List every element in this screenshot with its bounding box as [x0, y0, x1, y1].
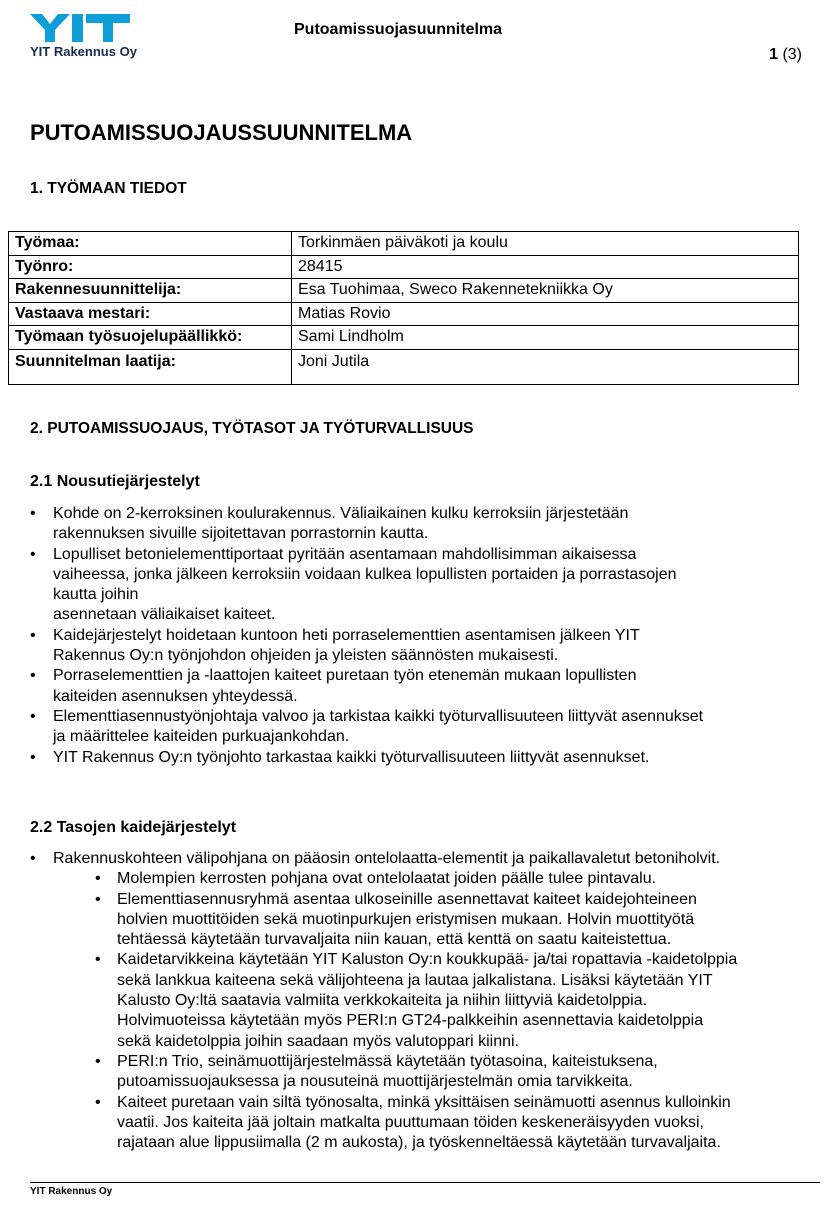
list-item-line: sekä lankkua kaiteena sekä välijohteena ja lautaa jalkalistana. Lisäksi käytetään YIT — [117, 971, 713, 989]
header-title: Putoamissuojasuunnitelma — [294, 21, 503, 38]
bullet-icon: • — [30, 505, 36, 522]
list-item-line: vaatii. Jos kaiteita jää joltain matkalta puuttumaan töiden keskeneräisyyden vuoksi, — [117, 1113, 704, 1131]
list-item-line: Kohde on 2-kerroksinen koulurakennus. Väliaikainen kulku kerroksiin järjestetään — [53, 505, 629, 522]
list-item-line: rakennuksen sivuille sijoitettavan porrastornin kautta. — [53, 525, 429, 543]
list-item-line: asennetaan väliaikaiset kaiteet. — [53, 606, 276, 624]
list-item — [53, 869, 820, 889]
list-item — [53, 1093, 820, 1154]
bullet-icon: • — [30, 748, 36, 766]
footer-company: YIT Rakennus Oy — [30, 1186, 113, 1197]
page-number — [769, 46, 802, 64]
table-row — [9, 232, 799, 256]
list-item — [53, 890, 820, 951]
bullet-icon: • — [30, 545, 36, 563]
footer-divider — [30, 1182, 820, 1183]
page-current: 1 — [769, 46, 778, 63]
section21-heading: 2.1 Nousutiejärjestelyt — [30, 473, 200, 490]
list-item — [30, 748, 810, 768]
bullet-icon: • — [95, 951, 101, 969]
list-item — [30, 666, 810, 707]
section22-sublist — [53, 869, 820, 1153]
list-item-line: Kalusto Oy:ltä saatavia valmiita verkkokaiteita ja niihin liittyviä kaidetolppia. — [117, 992, 648, 1010]
list-item-line: Molempien kerrosten pohjana ovat ontelolaatat joiden päälle tulee pintavalu. — [117, 870, 657, 888]
list-item-line: YIT Rakennus Oy:n työnjohto tarkastaa kaikki työturvallisuuteen liittyvät asennukset. — [53, 748, 650, 766]
list-item-line: Elementtiasennustyönjohtaja valvoo ja tarkistaa kaikki työturvallisuuteen liittyvät asennukset — [53, 707, 704, 725]
list-item-line: putoamissuojauksessa ja nousuteinä muottijärjestelmän omia tarvikkeita. — [117, 1073, 633, 1091]
bullet-icon: • — [95, 1093, 101, 1111]
document-title: PUTOAMISSUOJAUSSUUNNITELMA — [30, 120, 413, 145]
table-row — [9, 279, 799, 303]
list-item — [30, 707, 810, 748]
page-total: (3) — [782, 46, 802, 63]
yit-logo — [30, 14, 130, 42]
list-item-line: vaiheessa, jonka jälkeen kerroksiin voidaan kulkea lopullisten portaiden ja porrastasojen — [53, 565, 677, 583]
field-label: Rakennesuunnittelija: — [9, 279, 292, 303]
table-row — [9, 255, 799, 279]
field-value: Joni Jutila — [298, 352, 370, 370]
list-item — [30, 545, 810, 626]
table-row — [9, 349, 799, 384]
bullet-icon: • — [30, 850, 36, 867]
table-row — [9, 326, 799, 350]
list-item-line: Kaiteet puretaan vain siltä työnosalta, minkä yksittäisen seinämuotti asennus kulloinkin — [117, 1093, 731, 1111]
field-value: Sami Lindholm — [298, 328, 404, 346]
bullet-icon: • — [30, 667, 36, 685]
list-item-line: ja määrittelee kaiteiden purkuajankohdan. — [53, 728, 350, 746]
section22-list — [30, 849, 820, 1153]
bullet-icon: • — [95, 890, 101, 908]
bullet-icon: • — [30, 626, 36, 644]
section22-heading: 2.2 Tasojen kaidejärjestelyt — [30, 819, 237, 836]
list-item — [30, 504, 810, 545]
list-item-line: Porraselementtien ja -laattojen kaiteet puretaan työn etenemän mukaan lopullisten — [53, 667, 637, 685]
bullet-icon: • — [30, 707, 36, 725]
bullet-icon: • — [95, 870, 101, 888]
list-item — [53, 1052, 820, 1093]
field-label: Työmaan työsuojelupäällikkö: — [9, 326, 292, 350]
field-label: Vastaava mestari: — [9, 302, 292, 326]
field-value: Esa Tuohimaa, Sweco Rakennetekniikka Oy — [298, 281, 613, 299]
field-label: Työnro: — [9, 255, 292, 279]
list-item — [30, 626, 810, 667]
field-value: Matias Rovio — [298, 304, 391, 322]
list-item-line: kaiteiden asennuksen yhteydessä. — [53, 687, 298, 705]
list-item-line: holvien muottitöiden sekä muotinpurkujen eristymisen mukaan. Holvin muottityötä — [117, 910, 695, 928]
list-item-line: sekä kaidetolppia joihin saadaan myös valutoppari kiinni. — [117, 1032, 520, 1050]
table-row — [9, 302, 799, 326]
section2-heading: 2. PUTOAMISSUOJAUS, TYÖTASOT JA TYÖTURVALLISUUS — [30, 420, 474, 437]
list-item-line: Kaidejärjestelyt hoidetaan kuntoon heti porraselementtien asentamisen jälkeen YIT — [53, 626, 640, 644]
list-item-line: tehtäessä käytetään turvavaljaita niin kauan, että kenttä on saatu kaiteistettua. — [117, 931, 672, 949]
company-name: YIT Rakennus Oy — [30, 44, 137, 59]
field-value: 28415 — [298, 257, 343, 275]
list-item-line: Kaidetarvikkeina käytetään YIT Kaluston Oy:n koukkupää- ja/tai ropattavia -kaidetolppia — [117, 951, 738, 969]
section1-heading: 1. TYÖMAAN TIEDOT — [30, 180, 187, 197]
field-label: Suunnitelman laatija: — [9, 349, 292, 384]
list-item-line: Holvimuoteissa käytetään myös PERI:n GT24-palkkeihin asennettavia kaidetolppia — [117, 1012, 704, 1030]
list-item — [53, 950, 820, 1051]
list-item-line: rajataan alue lippusiimalla (2 m aukosta), ja työskenneltäessä käytetään turvavaljaita. — [117, 1134, 721, 1152]
list-item-line: Lopulliset betonielementtiportaat pyritään asentamaan mahdollisimman aikaisessa — [53, 545, 637, 563]
section21-list — [30, 504, 810, 768]
list-item — [30, 849, 820, 1153]
list-item-line: Rakennus Oy:n työnjohdon ohjeiden ja yleisten säännösten mukaisesti. — [53, 647, 559, 665]
section22-lead: Rakennuskohteen välipohjana on pääosin ontelolaatta-elementit ja paikallavaletut betoniholvit. — [53, 850, 721, 867]
site-info-table — [8, 231, 799, 385]
list-item-line: PERI:n Trio, seinämuottijärjestelmässä käytetään työtasoina, kaiteistuksena, — [117, 1052, 658, 1070]
field-label: Työmaa: — [9, 232, 292, 256]
field-value: Torkinmäen päiväkoti ja koulu — [298, 234, 508, 252]
list-item-line: kautta joihin — [53, 586, 139, 604]
bullet-icon: • — [95, 1052, 101, 1070]
list-item-line: Elementtiasennusryhmä asentaa ulkoseinille asennettavat kaiteet kaidejohteineen — [117, 890, 697, 908]
